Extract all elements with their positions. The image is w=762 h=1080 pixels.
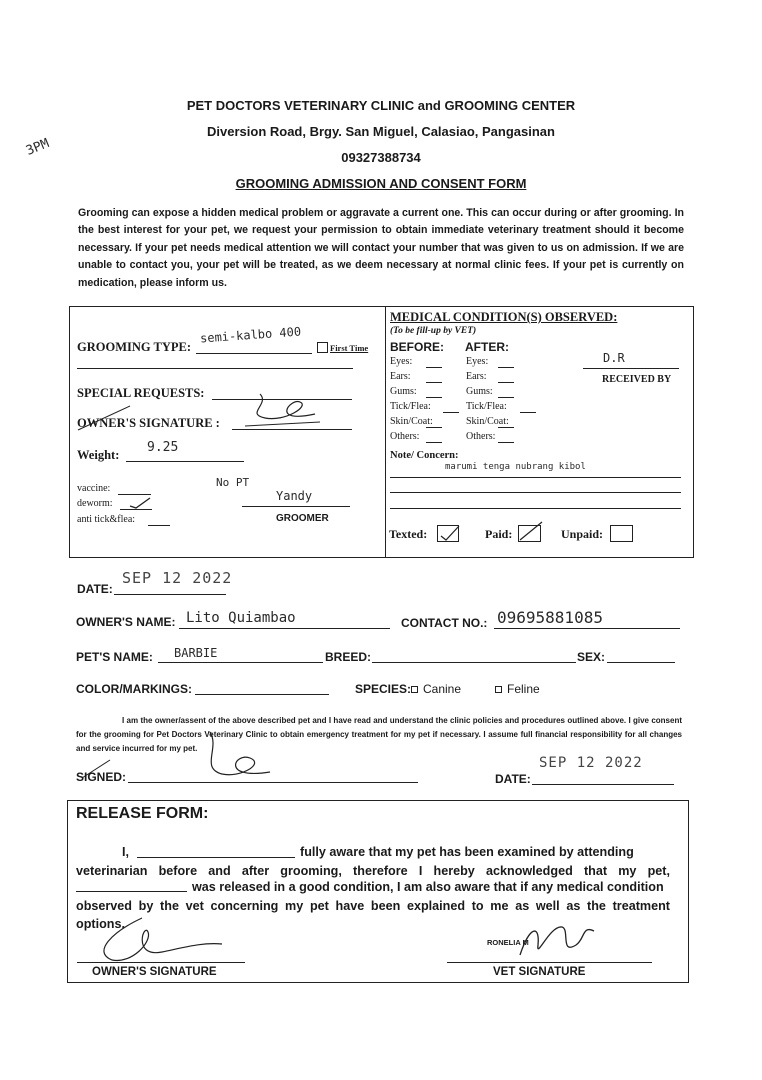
medical-before-field[interactable]	[426, 427, 442, 428]
before-label: BEFORE:	[390, 340, 444, 354]
medical-before-row: Skin/Coat:	[390, 416, 433, 427]
admission-box-divider	[385, 306, 386, 558]
pet-name-value: BARBIE	[174, 646, 218, 660]
owner-name-label: OWNER'S NAME:	[76, 615, 176, 629]
deworm-label: deworm:	[77, 498, 113, 509]
medical-after-row: Skin/Coat:	[466, 416, 509, 427]
medical-before-field[interactable]	[443, 412, 459, 413]
paid-check	[516, 520, 544, 544]
pet-name-label: PET'S NAME:	[76, 650, 153, 664]
release-owner-signature-scribble	[82, 912, 242, 968]
release-line3-suffix: was released in a good condition, I am also aware that if any medical condition	[192, 880, 664, 894]
medical-after-field[interactable]	[498, 397, 514, 398]
sex-label: SEX:	[577, 650, 606, 664]
species-label: SPECIES:	[355, 682, 412, 696]
medical-after-field[interactable]	[498, 367, 514, 368]
vet-name: RONELIA M	[487, 938, 529, 947]
anti-tick-label: anti tick&flea:	[77, 514, 136, 525]
clinic-address: Diversion Road, Brgy. San Miguel, Calasiao, Pangasinan	[207, 124, 555, 139]
form-title: GROOMING ADMISSION AND CONSENT FORM	[235, 176, 527, 191]
vet-signature-scribble	[510, 915, 600, 965]
release-line4: observed by the vet concerning my pet have been explained to me as well as the treatment options.	[76, 899, 670, 931]
grooming-type-label: GROOMING TYPE:	[77, 340, 192, 354]
weight-label: Weight:	[77, 448, 120, 462]
signed-label: SIGNED:	[76, 770, 127, 784]
note-line-2[interactable]	[390, 492, 681, 493]
contact-field[interactable]	[494, 628, 680, 629]
owner-name-value: Lito Quiambao	[186, 610, 296, 626]
medical-before-row: Tick/Flea:	[390, 401, 431, 412]
medical-before-row: Gums:	[390, 386, 417, 397]
color-field[interactable]	[195, 694, 329, 695]
owner-signature-scribble	[70, 384, 330, 444]
medical-before-field[interactable]	[426, 382, 442, 383]
groomer-field[interactable]	[242, 506, 350, 507]
deworm-check	[128, 496, 152, 510]
medical-after-row: Tick/Flea:	[466, 401, 507, 412]
texted-check	[439, 524, 461, 542]
unpaid-label: Unpaid:	[561, 527, 604, 541]
unpaid-checkbox[interactable]	[610, 525, 633, 542]
feline-label: Feline	[507, 682, 540, 696]
vet-signature-caption: VET SIGNATURE	[493, 966, 586, 978]
date-stamp: SEP 12 2022	[122, 569, 233, 587]
medical-before-field[interactable]	[426, 397, 442, 398]
release-title: RELEASE FORM:	[76, 805, 209, 822]
medical-before-field[interactable]	[426, 442, 442, 443]
medical-after-row: Gums:	[466, 386, 493, 397]
medical-after-field[interactable]	[498, 427, 514, 428]
breed-field[interactable]	[372, 662, 576, 663]
note-label: Note/ Concern:	[390, 450, 459, 461]
release-name-field[interactable]	[137, 857, 295, 858]
grooming-type-field[interactable]	[196, 353, 312, 354]
medical-after-row: Others:	[466, 431, 496, 442]
margin-note: 3PM	[24, 136, 52, 159]
contact-value: 09695881085	[497, 608, 603, 627]
medical-after-row: Ears:	[466, 371, 487, 382]
consent-date-label: DATE:	[495, 772, 531, 786]
first-time-label: First Time	[330, 343, 369, 353]
owner-signature-label: OWNER'S SIGNATURE :	[77, 416, 220, 430]
release-owner-signature-field[interactable]	[77, 962, 245, 963]
vaccine-label: vaccine:	[77, 483, 111, 494]
vaccine-note: No PT	[216, 476, 250, 489]
clinic-name: PET DOCTORS VETERINARY CLINIC and GROOMING CENTER	[186, 98, 576, 113]
vaccine-field[interactable]	[118, 494, 151, 495]
paid-label: Paid:	[485, 527, 513, 541]
consent-date-field[interactable]	[532, 784, 674, 785]
grooming-type-value: semi-kalbo 400	[199, 324, 302, 346]
vet-signature-field[interactable]	[447, 962, 652, 963]
after-label: AFTER:	[465, 340, 509, 354]
release-pet-field[interactable]	[76, 891, 187, 892]
texted-label: Texted:	[389, 527, 428, 541]
medical-before-row: Others:	[390, 431, 420, 442]
sex-field[interactable]	[607, 662, 675, 663]
note-value: marumi tenga nubrang kibol	[445, 462, 586, 472]
medical-after-field[interactable]	[520, 412, 536, 413]
grooming-type-line-2	[77, 368, 353, 369]
weight-value: 9.25	[147, 440, 179, 455]
received-by-field[interactable]	[583, 368, 679, 369]
owner-name-field[interactable]	[179, 628, 390, 629]
canine-checkbox[interactable]	[411, 686, 418, 693]
intro-paragraph: Grooming can expose a hidden medical problem or aggravate a current one. This can occur during or after grooming. In the best interest for your pet, we request your permission to obtain immediate veterinary treatment should it become necessary. If your pet needs medical attention we will contact your number that was given to us on admission. If we are unable to contact you, your pet will be treated, as we deem necessary at normal clinic fees. If your pet is currently on medication, please inform us.	[78, 207, 684, 289]
received-by-label: RECEIVED BY	[602, 374, 672, 385]
breed-label: BREED:	[325, 650, 372, 664]
consent-date-stamp: SEP 12 2022	[539, 755, 643, 771]
medical-before-field[interactable]	[426, 367, 442, 368]
canine-label: Canine	[423, 682, 462, 696]
pet-name-field[interactable]	[158, 662, 323, 663]
release-line1-prefix: I,	[122, 845, 129, 859]
contact-label: CONTACT NO.:	[401, 616, 488, 630]
medical-title: MEDICAL CONDITION(S) OBSERVED:	[390, 310, 618, 324]
note-line-3[interactable]	[390, 508, 681, 509]
medical-after-field[interactable]	[498, 382, 514, 383]
medical-before-row: Ears:	[390, 371, 411, 382]
date-field[interactable]	[114, 594, 226, 595]
release-line1-suffix: fully aware that my pet has been examined by attending	[300, 845, 634, 859]
medical-after-field[interactable]	[498, 442, 514, 443]
clinic-phone: 09327388734	[341, 150, 421, 165]
signed-field[interactable]	[128, 782, 418, 783]
received-by-value: D.R	[603, 351, 625, 365]
first-time-checkbox[interactable]	[317, 342, 328, 353]
medical-after-row: Eyes:	[466, 356, 489, 367]
feline-checkbox[interactable]	[495, 686, 502, 693]
medical-before-row: Eyes:	[390, 356, 413, 367]
weight-field[interactable]	[126, 461, 244, 462]
note-line-1[interactable]	[390, 477, 681, 478]
owner-signature-caption: OWNER'S SIGNATURE	[92, 966, 217, 978]
medical-subtitle: (To be fill-up by VET)	[390, 326, 477, 336]
groomer-label: GROOMER	[276, 513, 329, 524]
release-line2: veterinarian before and after grooming, therefore I hereby acknowledged that my pet,	[76, 864, 670, 878]
color-label: COLOR/MARKINGS:	[76, 682, 192, 696]
groomer-name: Yandy	[276, 489, 313, 503]
special-requests-label: SPECIAL REQUESTS:	[77, 386, 205, 400]
anti-tick-field[interactable]	[148, 525, 170, 526]
date-label: DATE:	[77, 582, 113, 596]
consent-text: I am the owner/assent of the above described pet and I have read and understand the clinic policies and procedures outlined above. I give consent for the grooming for Pet Doctors Veterinary Clinic to obtain emergency treatment for my pet if necessary. I assume full financial responsibility for all changes and service incurred for my pet.	[76, 716, 682, 753]
